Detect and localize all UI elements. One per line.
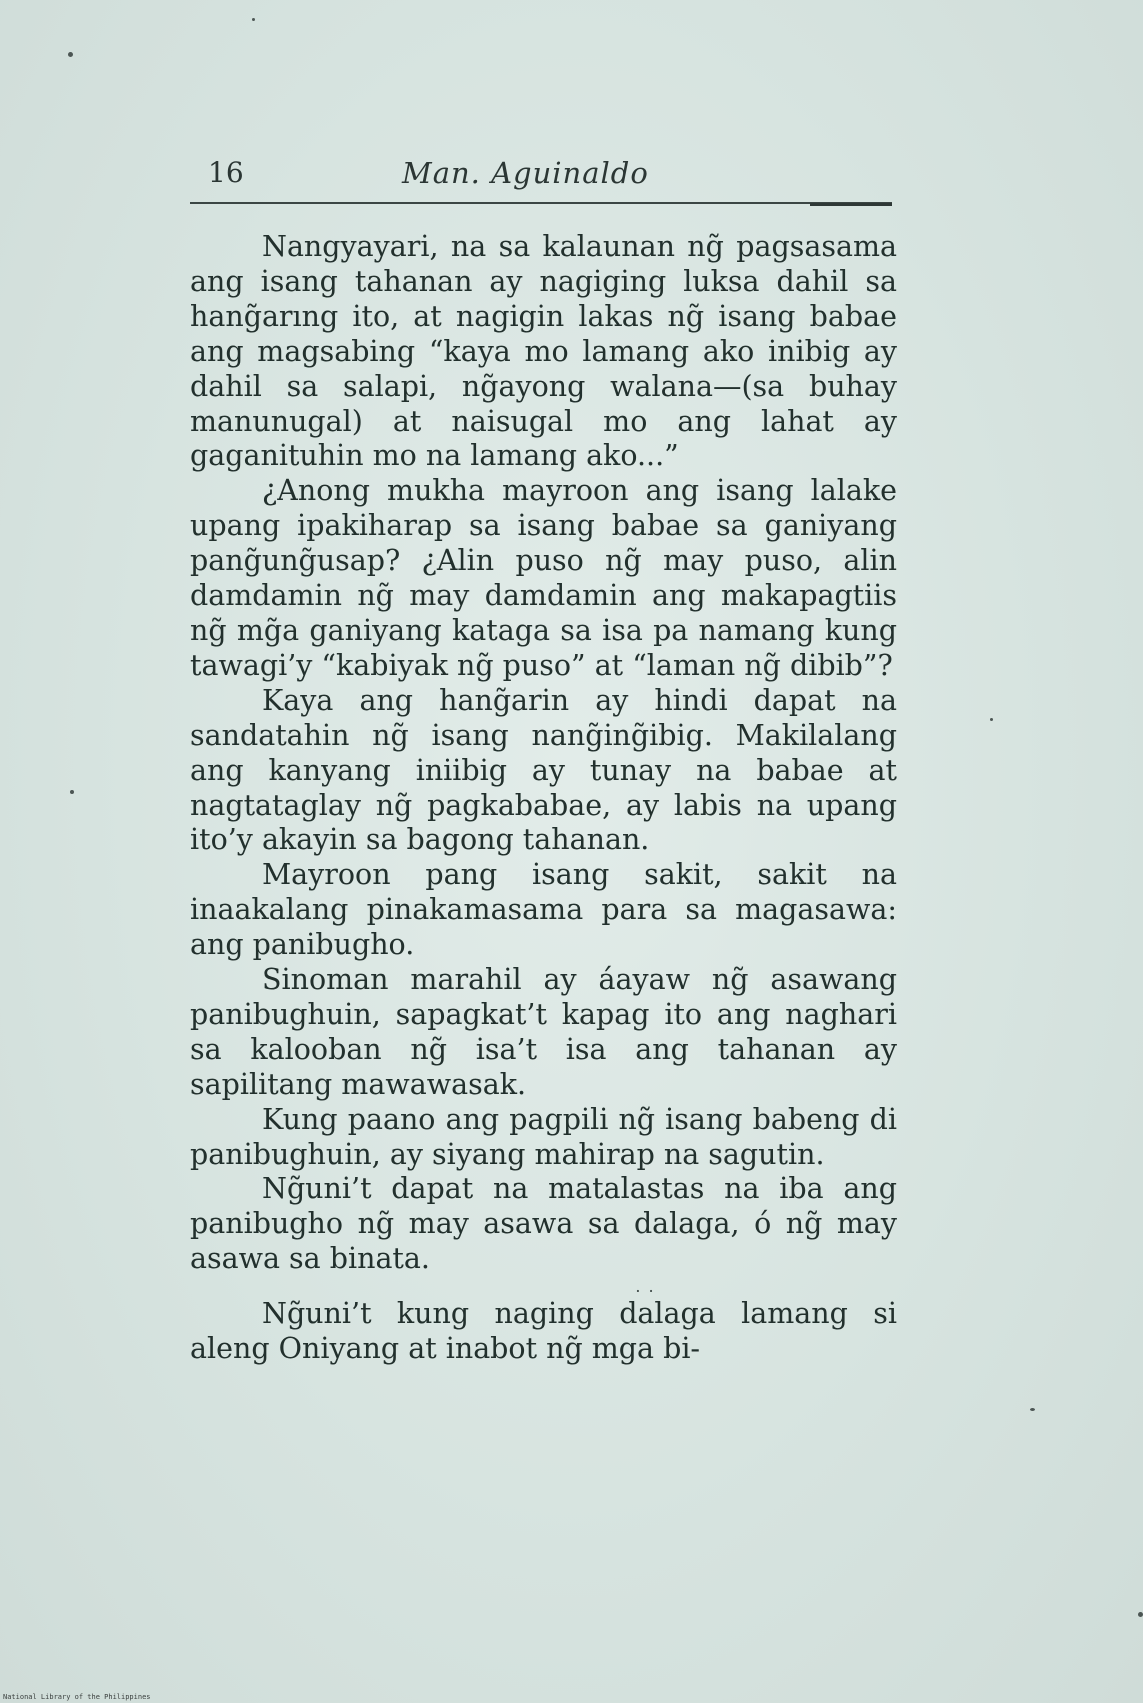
paragraph-1: Nangyayari, na sa kalaunan ng̃ pagsasama ang isang tahanan ay nagiging luksa dahil sa hang̃arıng ito, at nagigin lakas ng̃ isang babae ang magsabing “kaya mo lamang ako inibig ay dahil sa salapi, ng̃ayong walana—(sa buhay manunugal) at naisugal mo ang lahat ay gaganituhin mo na lamang ako...” (190, 230, 897, 473)
running-head: Man. Aguinaldo (402, 156, 649, 190)
scan-speck (68, 52, 73, 57)
scan-speck (990, 718, 993, 721)
scan-speck (252, 18, 255, 21)
page-header (190, 150, 890, 200)
paragraph-2: ¿Anong mukha mayroon ang isang lalake upang ipakiharap sa isang babae sa ganiyang pang̃ung̃usap? ¿Alin puso ng̃ may puso, alin damdamin ng̃ may damdamin ang makapagtiis ng̃ mg̃a ganiyang kataga sa isa pa namang kung tawagi’y “kabiyak ng̃ puso” at “laman ng̃ dibib”? (190, 474, 897, 682)
paragraph-4: Mayroon pang isang sakit, sakit na inaakalang pinakamasama para sa magasawa: ang panibugho. (190, 858, 897, 962)
library-credit: National Library of the Philippines (3, 1693, 151, 1701)
paragraph-5: Sinoman marahil ay áayaw ng̃ asawang panibughuin, sapagkat’t kapag ito ang naghari sa kalooban ng̃ isa’t isa ang tahanan ay sapilitang mawawasak. (190, 963, 897, 1101)
header-rule (190, 202, 892, 204)
scan-speck (1138, 1612, 1143, 1617)
page-number: 16 (208, 156, 244, 189)
body-text (190, 230, 897, 1367)
paragraph-6: Kung paano ang pagpili ng̃ isang babeng di panibughuin, ay siyang mahirap na sagutin. (190, 1102, 897, 1171)
paragraph-3: Kaya ang hang̃arin ay hindi dapat na sandatahin ng̃ isang nang̃ing̃ibig. Makilalang ang kanyang iniibig ay tunay na babae at nagtataglay ng̃ pagkababae, ay labis na upang ito’y akayin sa bagong tahanan. (190, 683, 897, 857)
paragraph-7: Ng̃uni’t dapat na matalastas na iba ang panibugho ng̃ may asawa sa dalaga, ó ng̃ may asawa sa binata. (190, 1172, 897, 1276)
paragraph-8: Ng̃uni’t kung naging dalaga lamang si aleng Oniyang at inabot ng̃ mga bi- (190, 1297, 897, 1366)
header-rule-accent (810, 203, 892, 206)
section-break: .. (635, 1277, 662, 1297)
scan-speck (70, 790, 74, 794)
scan-speck (1030, 1408, 1035, 1411)
